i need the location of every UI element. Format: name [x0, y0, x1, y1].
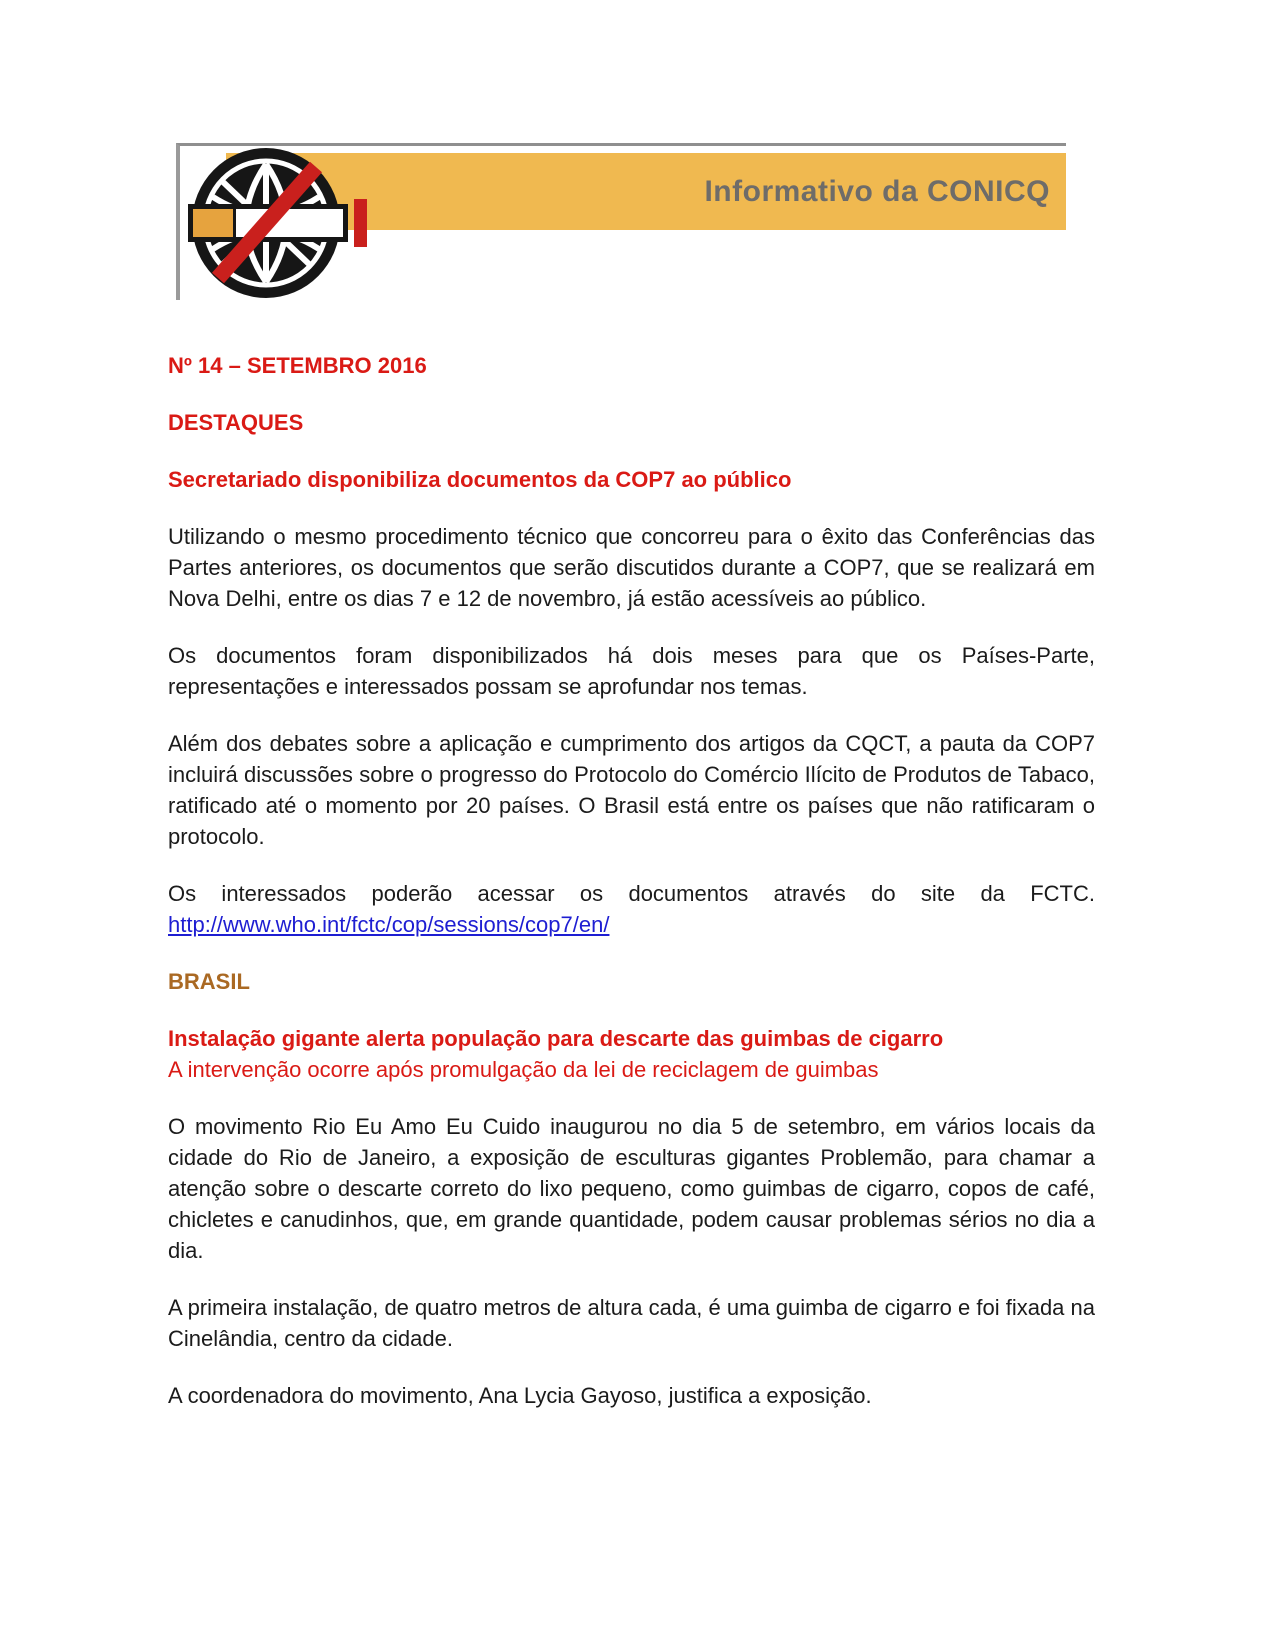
section-destaques-kicker: DESTAQUES: [168, 410, 304, 435]
newsletter-header: [176, 143, 1066, 300]
issue-heading: Nº 14 – SETEMBRO 2016: [168, 353, 427, 378]
article1-headline: Secretariado disponibiliza documentos da COP7 ao público: [168, 467, 792, 492]
article2-paragraph-3: A coordenadora do movimento, Ana Lycia Gayoso, justifica a exposição.: [168, 1383, 872, 1408]
article1-link-paragraph: [168, 878, 1095, 940]
banner-title: Informativo da CONICQ: [704, 174, 1050, 208]
article1-paragraph-1: Utilizando o mesmo procedimento técnico que concorreu para o êxito das Conferências das Partes anteriores, os documentos que serão discutidos durante a COP7, que se realizará em Nova Delhi, entre os dias 7 e 12 de novembro, já estão acessíveis ao público.: [168, 524, 1095, 611]
article2-headline: Instalação gigante alerta população para descarte das guimbas de cigarro: [168, 1026, 944, 1051]
fctc-documents-link[interactable]: http://www.who.int/fctc/cop/sessions/cop7/en/: [168, 912, 610, 937]
newsletter-body: [168, 350, 1095, 1437]
article2-paragraph-1: O movimento Rio Eu Amo Eu Cuido inaugurou no dia 5 de setembro, em vários locais da cidade do Rio de Janeiro, a exposição de esculturas gigantes Problemão, para chamar a atenção sobre o descarte correto do lixo pequeno, como guimbas de cigarro, copos de café, chicletes e canudinhos, que, em grande quantidade, podem causar problemas sérios no dia a dia.: [168, 1114, 1095, 1263]
article1-paragraph-3: Além dos debates sobre a aplicação e cumprimento dos artigos da CQCT, a pauta da COP7 incluirá discussões sobre o progresso do Protocolo do Comércio Ilícito de Produtos de Tabaco, ratificado até o momento por 20 países. O Brasil está entre os países que não ratificaram o protocolo.: [168, 731, 1095, 849]
article2-paragraph-2: A primeira instalação, de quatro metros de altura cada, é uma guimba de cigarro e foi fixada na Cinelândia, centro da cidade.: [168, 1295, 1095, 1351]
article2-subheadline: A intervenção ocorre após promulgação da lei de reciclagem de guimbas: [168, 1057, 879, 1082]
article1-paragraph-2: Os documentos foram disponibilizados há dois meses para que os Países-Parte, representações e interessados possam se aprofundar nos temas.: [168, 643, 1095, 699]
link-intro-text: Os interessados poderão acessar os documentos através do site da FCTC.: [168, 881, 1095, 906]
section-brasil-kicker: BRASIL: [168, 969, 250, 994]
no-smoking-globe-logo-icon: [186, 147, 386, 299]
article2-headline-group: [168, 1023, 1095, 1085]
